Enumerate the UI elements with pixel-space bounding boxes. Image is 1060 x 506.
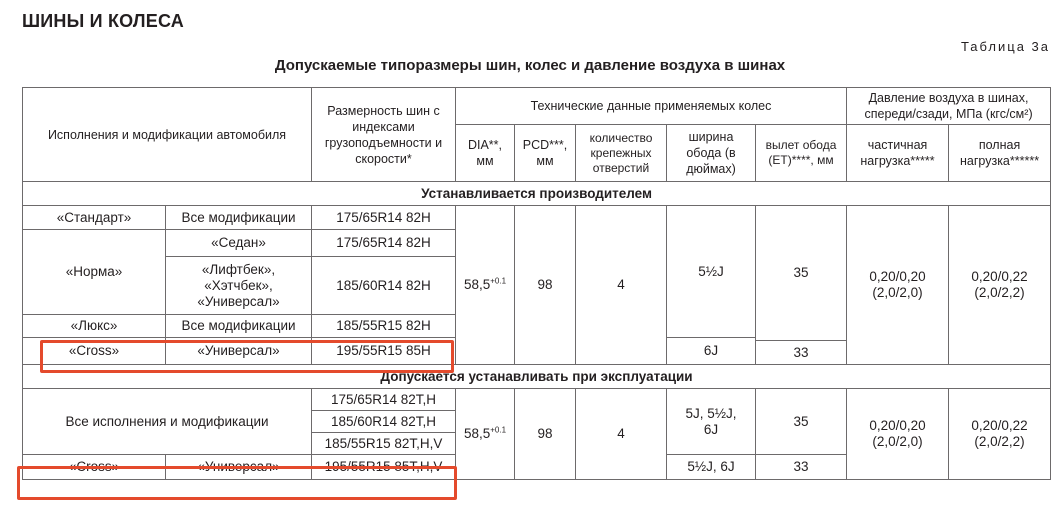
offset-cell: 33 (756, 341, 847, 365)
header-dia: DIA**, мм (456, 125, 515, 182)
holes-cell: 4 (576, 206, 667, 365)
modification-cell: Все модификации (166, 315, 312, 338)
tire-cell-cross: 195/55R15 85H (312, 338, 456, 365)
tire-wheel-table (22, 87, 1051, 480)
header-versions: Исполнения и модификации автомобиля (23, 88, 312, 182)
version-cell: «Норма» (23, 230, 166, 315)
header-partial-load: частичная нагрузка***** (847, 125, 949, 182)
rim-width-cell: 5½J, 6J (667, 455, 756, 480)
version-cell: «Люкс» (23, 315, 166, 338)
header-wheel-tech: Технические данные применяемых колес (456, 88, 847, 125)
tire-cell: 185/60R14 82H (312, 257, 456, 315)
header-pressure: Давление воздуха в шинах, спереди/сзади, МПа (кгс/см²) (847, 88, 1051, 125)
dia-tolerance: +0.1 (490, 425, 507, 435)
dia-value: 58,5 (463, 277, 491, 292)
pcd-cell: 98 (515, 206, 576, 365)
tire-cell: 175/65R14 82H (312, 206, 456, 230)
partial-load-cell: 0,20/0,20 (2,0/2,0) (847, 389, 949, 480)
header-full-load: полная нагрузка****** (949, 125, 1051, 182)
table-row (23, 206, 1051, 230)
band-factory: Устанавливается производителем (23, 182, 1051, 206)
tire-cell: 185/60R14 82T,H (312, 411, 456, 433)
modification-cell-cross: «Универсал» (166, 455, 312, 480)
header-offset: вылет обода (ЕТ)****, мм (756, 125, 847, 182)
tire-cell: 175/65R14 82H (312, 230, 456, 257)
dia-tolerance: +0.1 (490, 276, 507, 286)
version-cell: «Стандарт» (23, 206, 166, 230)
holes-cell: 4 (576, 389, 667, 480)
modification-cell: Все модификации (166, 206, 312, 230)
rim-width-cell: 6J (667, 338, 756, 365)
tire-cell: 185/55R15 82H (312, 315, 456, 338)
tire-cell-cross: 195/55R15 85T,H,V (312, 455, 456, 480)
rim-width-cell: 5J, 5½J, 6J (667, 389, 756, 455)
all-versions-cell: Все исполнения и модификации (23, 389, 312, 455)
dia-value: 58,5 (463, 426, 491, 441)
table-row (23, 389, 1051, 411)
offset-cell: 35 (756, 206, 847, 341)
offset-cell: 35 (756, 389, 847, 455)
table-number: Таблица 3а (960, 39, 1050, 54)
band-operation: Допускается устанавливать при эксплуатации (23, 365, 1051, 389)
full-load-cell: 0,20/0,22 (2,0/2,2) (949, 206, 1051, 365)
modification-cell-cross: «Универсал» (166, 338, 312, 365)
header-pcd: PCD***, мм (515, 125, 576, 182)
header-holes: количество крепежных отверстий (576, 125, 667, 182)
dia-cell (456, 389, 515, 480)
section-title: ШИНЫ И КОЛЕСА (22, 11, 184, 31)
modification-cell: «Седан» (166, 230, 312, 257)
tire-cell: 185/55R15 82T,H,V (312, 433, 456, 455)
version-cell-cross: «Cross» (23, 338, 166, 365)
tire-cell: 175/65R14 82T,H (312, 389, 456, 411)
full-load-cell: 0,20/0,22 (2,0/2,2) (949, 389, 1051, 480)
modification-cell: «Лифтбек», «Хэтчбек», «Универсал» (166, 257, 312, 315)
header-rim-width: ширина обода (в дюймах) (667, 125, 756, 182)
partial-load-cell: 0,20/0,20 (2,0/2,0) (847, 206, 949, 365)
header-tire-size: Размерность шин с индексами грузоподъемности и скорости* (312, 88, 456, 182)
offset-cell: 33 (756, 455, 847, 480)
version-cell-cross: «Cross» (23, 455, 166, 480)
table-caption: Допускаемые типоразмеры шин, колес и давление воздуха в шинах (274, 57, 786, 74)
dia-cell (456, 206, 515, 365)
pcd-cell: 98 (515, 389, 576, 480)
rim-width-cell: 5½J (667, 206, 756, 338)
